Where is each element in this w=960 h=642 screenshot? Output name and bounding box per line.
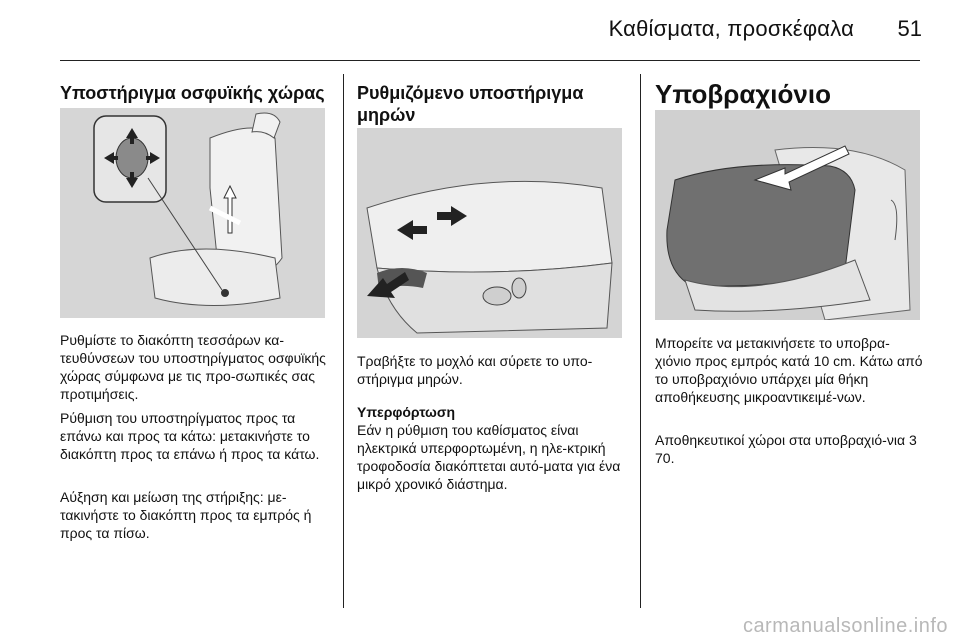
column-divider-1 xyxy=(343,74,344,608)
lumbar-heading: Υποστήριγμα οσφυϊκής χώρας xyxy=(60,83,325,103)
lumbar-paragraph-2: Ρύθμιση του υποστηρίγματος προς τα επάνω και προς τα κάτω: μετακινήστε το διακόπτη προς τα επάνω ή προς τα κάτω. xyxy=(60,410,320,462)
watermark-logo: carmanualsonline.info xyxy=(742,615,948,637)
column-divider-2 xyxy=(640,74,641,608)
thigh-support-figure xyxy=(357,128,622,338)
armrest-paragraph-2 xyxy=(655,431,925,467)
header-rule xyxy=(60,60,920,61)
armrest-paragraph-1: Μπορείτε να μετακινήσετε το υποβρα-χιόνιο προς εμπρός κατά 10 cm. Κάτω από το υποβραχιόνιο υπάρχει μία θήκη αποθήκευσης μικροαντικειμέ-νων. xyxy=(655,335,923,405)
overload-subheading: Υπερφόρτωση xyxy=(357,404,456,420)
arrow-icon xyxy=(357,128,622,338)
overload-paragraph: Εάν η ρύθμιση του καθίσματος είναι ηλεκτρικά υπερφορτωμένη, η ηλε-κτρική τροφοδοσία διακόπτεται αυτό-ματα για ένα μικρό χρονικό διάστημα. xyxy=(357,422,621,492)
lumbar-paragraph-1: Ρυθμίστε το διακόπτη τεσσάρων κα-τευθύνσεων του υποστηρίγματος οσφυϊκής χώρας σύμφωνα με τις προ-σωπικές σας προτιμήσεις. xyxy=(60,332,326,402)
page-number: 51 xyxy=(897,16,922,41)
thigh-support-paragraph: Τραβήξτε το μοχλό και σύρετε το υπο-στήριγμα μηρών. xyxy=(357,353,593,387)
armrest-figure xyxy=(655,110,920,320)
lumbar-paragraph-3: Αύξηση και μείωση της στήριξης: με-τακινήστε το διακόπτη προς τα εμπρός ή προς τα πίσω. xyxy=(60,489,312,541)
lumbar-support-figure xyxy=(60,108,325,318)
arrow-icon xyxy=(655,110,920,320)
page-reference-link[interactable]: 3 70. xyxy=(655,432,917,466)
armrest-heading: Υποβραχιόνιο xyxy=(655,79,831,109)
storage-text: Αποθηκευτικοί χώροι στα υποβραχιό-νια xyxy=(655,432,906,448)
thigh-support-heading: Ρυθμιζόμενο υποστήριγμα μηρών xyxy=(357,83,584,125)
arrow-icon xyxy=(60,108,325,318)
section-title: Καθίσματα, προσκέφαλα xyxy=(608,16,854,41)
